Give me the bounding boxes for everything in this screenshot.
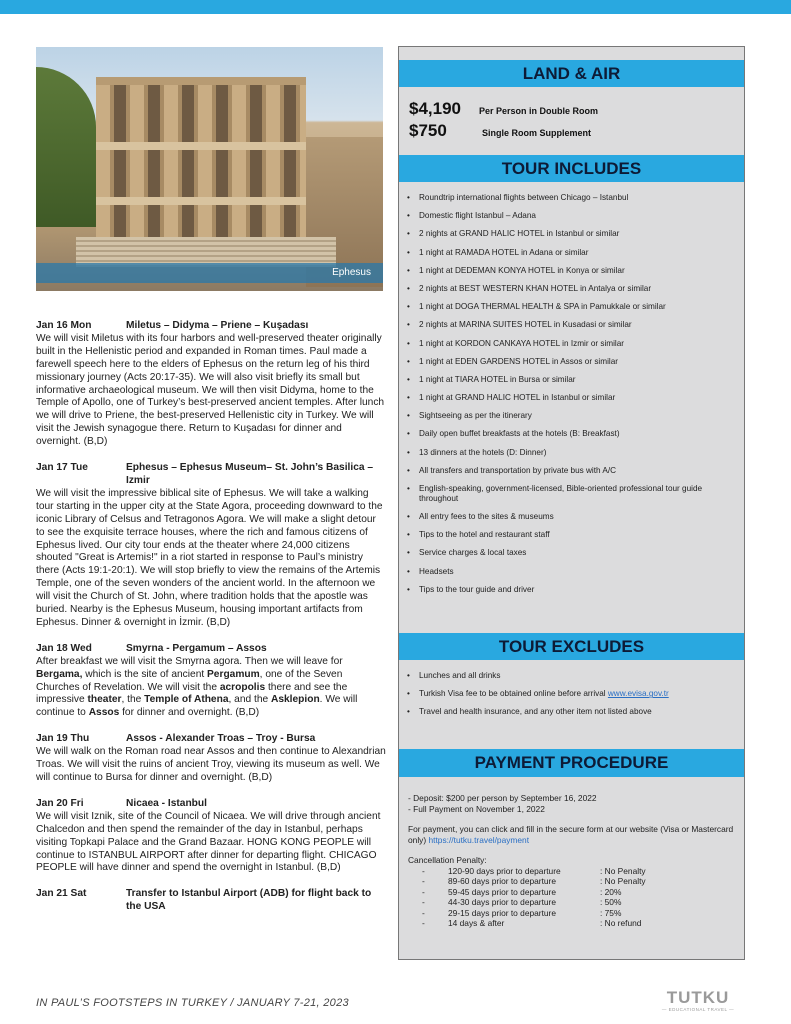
day-description (36, 656, 386, 721)
penalty-period: 89-60 days prior to departure (448, 876, 557, 886)
penalty-value: : 75% (600, 907, 622, 918)
dash-marker: - (422, 865, 425, 876)
day-description (36, 488, 386, 630)
penalty-row (408, 876, 738, 887)
penalty-row (408, 897, 738, 908)
list-item: • Sightseeing as per the itinerary (405, 411, 735, 429)
includes-list (405, 193, 735, 603)
penalty-period: 120-90 days prior to departure (448, 865, 561, 876)
day-heading (36, 320, 386, 333)
info-panel (398, 46, 745, 960)
payment-details (408, 793, 738, 929)
list-item: • 1 night at EDEN GARDENS HOTEL in Assos or similar (405, 357, 735, 375)
penalty-value: : No Penalty (600, 876, 646, 886)
deposit-text: - Deposit: $200 per person by September 16, 2022 (408, 793, 597, 803)
list-item: • 1 night at RAMADA HOTEL in Adana or similar (405, 248, 735, 266)
list-item: • 1 night at GRAND HALIC HOTEL in Istanbul or similar (405, 393, 735, 411)
penalty-period: 59-45 days prior to departure (448, 886, 557, 897)
list-item: • English-speaking, government-licensed, Bible-oriented professional tour guide throughout (405, 484, 735, 512)
price-single (409, 121, 591, 141)
dash-marker: - (422, 876, 425, 886)
day-heading (36, 888, 386, 914)
footer-title: IN PAUL’S FOOTSTEPS IN TURKEY / JANUARY 7-21, 2023 (36, 997, 349, 1009)
penalty-value: : No Penalty (600, 865, 646, 876)
day-title: Smyrna - Pergamum – Assos (126, 642, 267, 654)
list-item: • Tips to the tour guide and driver (405, 585, 735, 603)
description-segment: We will visit Miletus with its four harbors and well-preserved theater originally built in the Hellenistic period and expanded in Roman times. Paul made a farewell speech here to the elders of Ephesus on the return leg of his third missionary journey (Acts 20:17-35). We will also visit briefly its small but informative archaeological museum. We will then visit Didyma, home to the Temple of Apollo, one of Turkey’s best-preserved ancient temples. After lunch we will drive to Priene, the best-preserved Hellenistic city in Turkey. We will visit the Jewish synagogue there. Return to Kuşadası for dinner and overnight. (B,D) (36, 332, 385, 448)
description-segment: We will visit Iznik, site of the Council of Nicaea. We will drive through ancient Chalcedon and then spend the remainder of the day in Istanbul, perhaps visiting Topkapi Palace and the Grand Bazaar. HONG KONG PEOPLE will continue to ISTANBUL AIRPORT after dinner for departing flight. CHICAGO PEOPLE will have dinner and spend the overnight in Istanbul. (B,D) (36, 810, 381, 874)
list-item: • All entry fees to the sites & museums (405, 512, 735, 530)
day-title: Assos - Alexander Troas – Troy - Bursa (126, 733, 316, 745)
day-heading (36, 462, 386, 488)
list-item: • Travel and health insurance, and any other item not listed above (405, 707, 735, 725)
day-date: Jan 21 Sat (36, 888, 87, 900)
day-title: Miletus – Didyma – Priene – Kuşadası (126, 320, 309, 331)
day-date: Jan 18 Wed (36, 642, 92, 654)
list-item: • All transfers and transportation by private bus with A/C (405, 466, 735, 484)
description-segment: Asklepion (270, 694, 320, 706)
day-heading (36, 643, 386, 656)
itinerary-day (36, 888, 386, 914)
day-heading (36, 798, 386, 811)
ephesus-photo (36, 47, 383, 291)
description-segment: We will walk on the Roman road near Assos and then continue to Alexandrian Troas. We will visit the ruins of ancient Troy, viewing its museum as well. We will continue to Bursa for dinner and overnight. (B,D) (36, 746, 386, 783)
penalty-row (408, 866, 738, 877)
day-date: Jan 19 Thu (36, 733, 90, 745)
list-item: • Headsets (405, 567, 735, 585)
dash-marker: - (422, 897, 425, 907)
list-item: • Roundtrip international flights between Chicago – Istanbul (405, 193, 735, 211)
list-item: • Lunches and all drinks (405, 671, 735, 689)
penalty-row (408, 887, 738, 898)
payment-heading: PAYMENT PROCEDURE (399, 749, 744, 777)
list-item: • Daily open buffet breakfasts at the hotels (B: Breakfast) (405, 429, 735, 447)
dash-marker: - (422, 907, 425, 918)
tour-includes-heading: TOUR INCLUDES (399, 155, 744, 182)
description-segment: We will visit the impressive biblical site of Ephesus. We will take a walking tour starting in the upper city at the State Agora, proceeding downward to the iconic Library of Celsus and Tetragonos Agora. We will make a slight detour to see the exquisite terrace houses, where the rich and famous citizens of Ephesus lived. Our city tour ends at the theater where 24,000 citizens shouted "Great is Artemis!" in a riot started in response to Paul’s ministry there (Acts 19:1-20:1). We will stop briefly to view the remains of the Artemis Temple, one of the seven wonders of the ancient world. In the afternoon we will visit the Church of St. John, where tradition holds that the apostle was buried. Nearby is the Ephesus Museum, housing important artifacts from Ephesus. Dinner & overnight in İzmir. (B,D) (36, 487, 383, 628)
cancellation-title: Cancellation Penalty: (408, 855, 487, 865)
description-segment: , one of the Seven Churches of Revelation. We will visit the (36, 668, 343, 693)
photo-caption: Ephesus (332, 267, 371, 278)
description-segment: for dinner and overnight. (B,D) (119, 707, 260, 719)
tour-excludes-heading: TOUR EXCLUDES (399, 633, 744, 660)
description-segment: Assos (88, 707, 120, 719)
penalty-row (408, 908, 738, 919)
day-title: Ephesus – Ephesus Museum– St. John’s Basilica – Izmir (126, 462, 374, 486)
excludes-list (405, 671, 735, 726)
payment-instructions (408, 824, 738, 845)
day-description (36, 333, 386, 449)
description-segment: Temple of Athena (144, 694, 229, 706)
day-date: Jan 16 Mon (36, 320, 92, 331)
itinerary-day (36, 643, 386, 720)
description-segment: there and see the impressive (36, 681, 348, 706)
evisa-link[interactable]: www.evisa.gov.tr (607, 689, 669, 699)
list-item: • 2 nights at MARINA SUITES HOTEL in Kusadasi or similar (405, 320, 735, 338)
day-description (36, 811, 386, 876)
day-heading (36, 733, 386, 746)
penalty-list (408, 866, 738, 929)
penalty-period: 14 days & after (448, 918, 505, 928)
list-item: • Service charges & local taxes (405, 548, 735, 566)
day-date: Jan 20 Fri (36, 797, 84, 809)
description-segment: , the (121, 694, 145, 706)
itinerary-day (36, 320, 386, 449)
day-title: Transfer to Istanbul Airport (ADB) for flight back to the USA (126, 888, 372, 913)
top-accent-bar (0, 0, 791, 14)
penalty-period: 44-30 days prior to departure (448, 897, 557, 907)
description-segment: which is the site of ancient (82, 668, 208, 680)
price-label: Single Room Supplement (482, 128, 592, 138)
land-air-heading: LAND & AIR (399, 60, 744, 87)
description-segment: Bergama, (36, 668, 83, 680)
list-item: • Domestic flight Istanbul – Adana (405, 211, 735, 229)
itinerary-day (36, 733, 386, 785)
price-amount: $4,190 (409, 99, 461, 118)
penalty-value: : 50% (600, 897, 622, 907)
list-item: • 1 night at DOGA THERMAL HEALTH & SPA in Pamukkale or similar (405, 302, 735, 320)
penalty-period: 29-15 days prior to departure (448, 907, 557, 918)
price-amount: $750 (409, 121, 447, 140)
dash-marker: - (422, 886, 425, 897)
list-item: • 2 nights at GRAND HALIC HOTEL in Istanbul or similar (405, 229, 735, 247)
penalty-value: : 20% (600, 886, 622, 897)
payment-text: For payment, you can click and fill in the secure form at our website (Visa or Mastercard only) (408, 824, 734, 845)
list-item: • 2 nights at BEST WESTERN KHAN HOTEL in Antalya or similar (405, 284, 735, 302)
description-segment: . We will continue to (36, 694, 358, 719)
description-segment: After breakfast we will visit the Smyrna agora. Then we will leave for (36, 655, 343, 667)
tutku-logo: TUTKU — EDUCATIONAL TRAVEL — (661, 988, 735, 1012)
description-segment: Pergamum (207, 668, 260, 680)
itinerary-day (36, 462, 386, 630)
payment-link[interactable]: https://tutku.travel/payment (428, 834, 530, 845)
full-payment-text: - Full Payment on November 1, 2022 (408, 803, 545, 814)
list-item (405, 689, 735, 707)
list-item: • 13 dinners at the hotels (D: Dinner) (405, 448, 735, 466)
dash-marker: - (422, 918, 425, 928)
itinerary (36, 320, 386, 927)
list-item: • Tips to the hotel and restaurant staff (405, 530, 735, 548)
list-item: • 1 night at KORDON CANKAYA HOTEL in Izmir or similar (405, 339, 735, 357)
description-segment: theater (87, 694, 122, 706)
day-date: Jan 17 Tue (36, 462, 88, 474)
list-item: • 1 night at DEDEMAN KONYA HOTEL in Konya or similar (405, 266, 735, 284)
description-segment: , and the (228, 694, 271, 706)
price-label: Per Person in Double Room (479, 106, 599, 116)
description-segment: acropolis (219, 681, 266, 693)
list-item: • 1 night at TIARA HOTEL in Bursa or similar (405, 375, 735, 393)
day-description (36, 746, 386, 785)
penalty-row (408, 918, 738, 929)
penalty-value: : No refund (600, 918, 642, 928)
item-text: Turkish Visa fee to be obtained online before arrival (419, 689, 608, 699)
price-double (409, 99, 598, 119)
itinerary-day (36, 798, 386, 875)
day-title: Nicaea - Istanbul (126, 797, 207, 809)
